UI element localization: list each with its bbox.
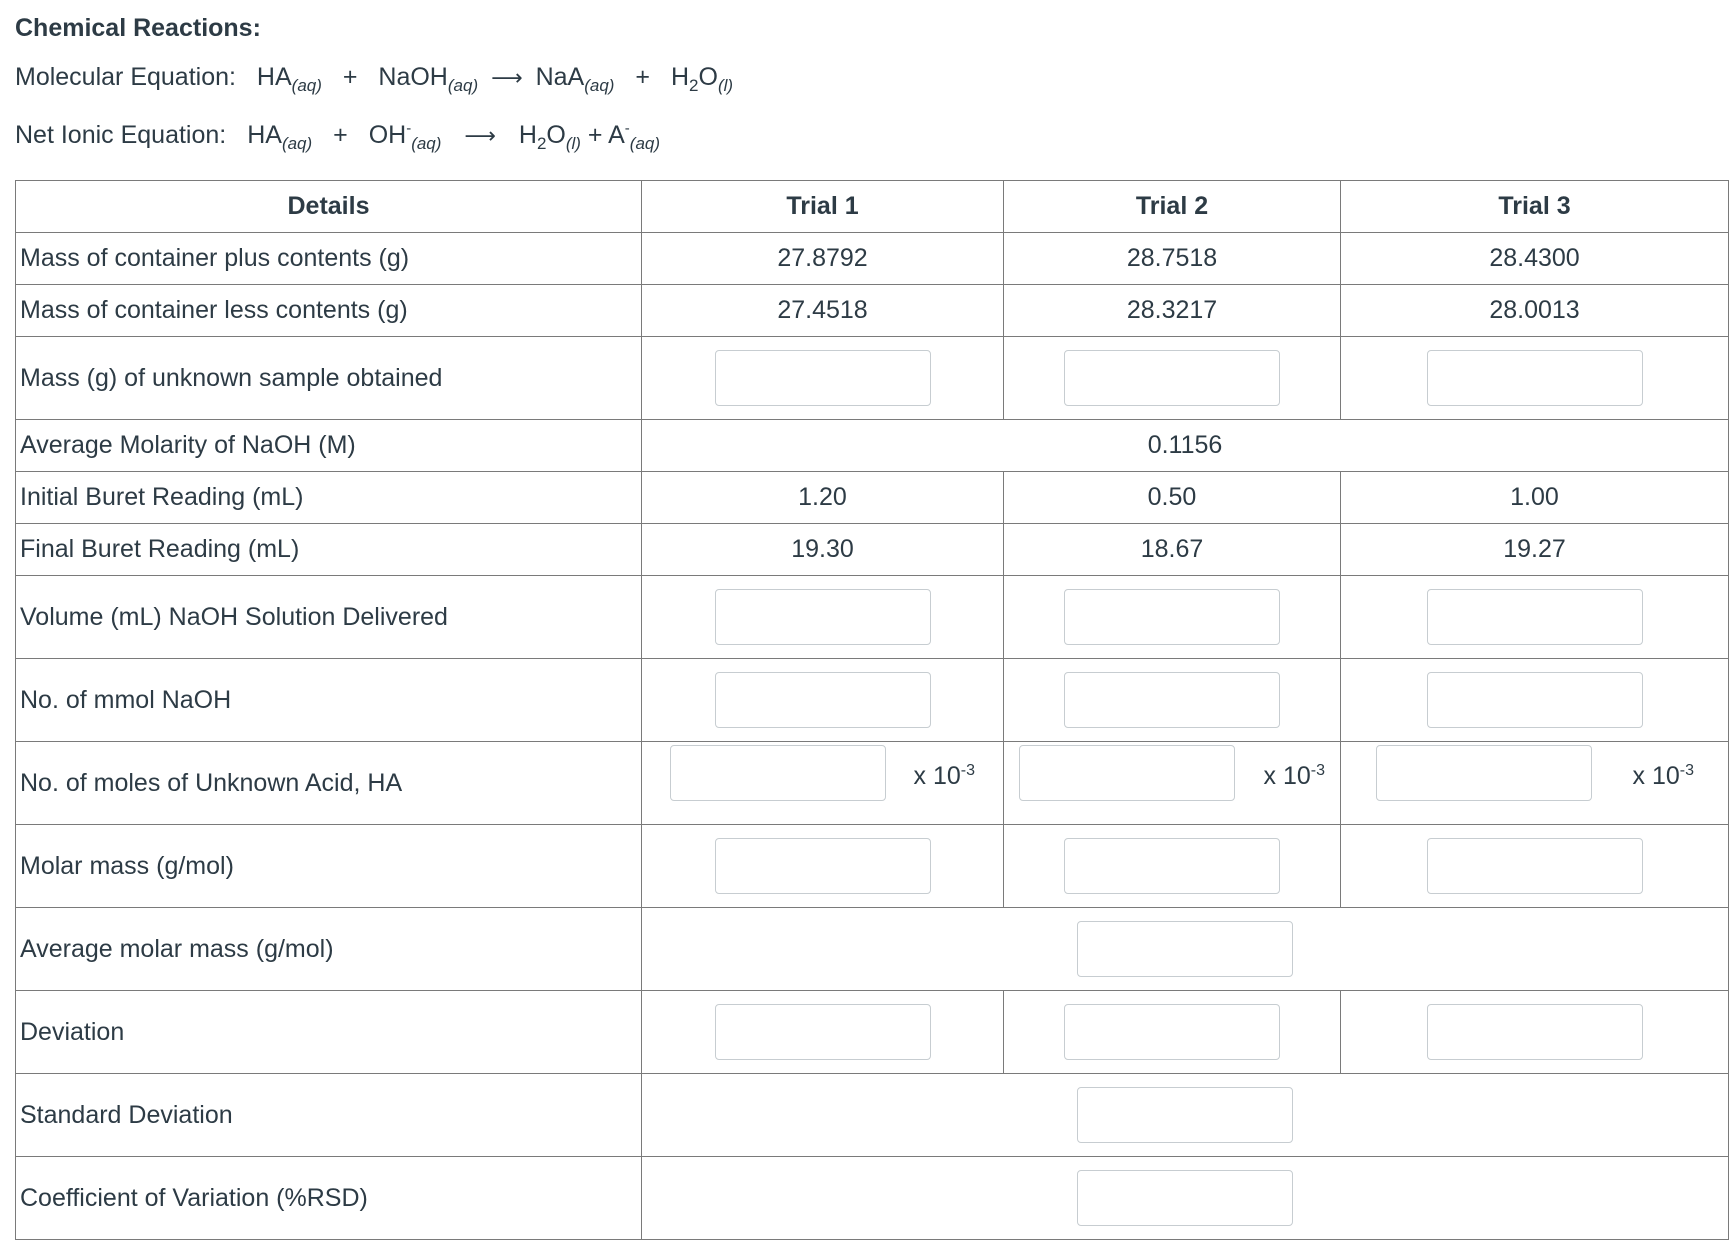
product-anion: A [608,121,625,149]
equation-label: Molecular Equation: [15,63,236,91]
mass-sample-input-trial-3[interactable] [1427,350,1643,406]
state: (aq) [281,134,313,153]
molar-mass-input-trial-3[interactable] [1427,838,1643,894]
reactant-hydroxide: OH [368,121,407,149]
plus: + [587,121,603,149]
unit-label: x $10^{-3}$ [1263,762,1325,790]
row-label: No. of moles of Unknown Acid, HA [16,742,642,825]
header-trial-1: Trial 1 [642,181,1004,233]
row-label: Final Buret Reading (mL) [16,524,642,576]
cell-value: 0.50 [1004,472,1341,524]
state: (l) [717,76,734,95]
mmol-input-trial-3[interactable] [1427,672,1643,728]
row-label: Deviation [16,991,642,1074]
state: (aq) [629,134,661,153]
molecular-equation [15,48,1729,106]
table-row [16,337,1729,420]
cell-value: 28.0013 [1341,285,1729,337]
deviation-input-trial-1[interactable] [715,1004,931,1060]
table-row [16,825,1729,908]
reaction-arrow: ⟶ [491,65,523,90]
header-trial-2: Trial 2 [1004,181,1341,233]
header-details: Details [16,181,642,233]
charge: - [406,120,412,137]
moles-input-trial-1[interactable] [670,745,886,801]
molar-mass-input-trial-2[interactable] [1064,838,1280,894]
table-row [16,659,1729,742]
row-label: Initial Buret Reading (mL) [16,472,642,524]
cell-value: 19.30 [642,524,1004,576]
mass-sample-input-trial-2[interactable] [1064,350,1280,406]
row-label: No. of mmol NaOH [16,659,642,742]
table-row [16,991,1729,1074]
std-dev-input[interactable] [1077,1087,1293,1143]
table-row [16,285,1729,337]
row-label: Molar mass (g/mol) [16,825,642,908]
cell-value: 28.4300 [1341,233,1729,285]
molar-mass-input-trial-1[interactable] [715,838,931,894]
product-water: $H_2O$ [670,63,718,95]
row-label: Average Molarity of NaOH (M) [16,420,642,472]
mass-sample-input-trial-1[interactable] [715,350,931,406]
data-table [15,180,1729,1240]
cell-value: 19.27 [1341,524,1729,576]
cell-value: 1.00 [1341,472,1729,524]
cell-value: 28.7518 [1004,233,1341,285]
moles-input-trial-2[interactable] [1019,745,1235,801]
cell-value: 1.20 [642,472,1004,524]
table-row [16,472,1729,524]
table-row [16,908,1729,991]
header-trial-3: Trial 3 [1341,181,1729,233]
cell-value: 0.1156 [642,420,1729,472]
state: (aq) [447,76,479,95]
volume-input-trial-1[interactable] [715,589,931,645]
deviation-input-trial-3[interactable] [1427,1004,1643,1060]
state: (aq) [584,76,615,95]
unit-label: x $10^{-3}$ [1632,762,1694,790]
state: (aq) [411,134,442,153]
row-label: Coefficient of Variation (%RSD) [16,1157,642,1240]
mmol-input-trial-1[interactable] [715,672,931,728]
cell-value: 28.3217 [1004,285,1341,337]
moles-input-trial-3[interactable] [1376,745,1592,801]
row-label: Mass of container plus contents (g) [16,233,642,285]
table-row [16,420,1729,472]
table-row [16,524,1729,576]
reaction-arrow: ⟶ [464,123,496,148]
row-label: Mass (g) of unknown sample obtained [16,337,642,420]
plus: + [342,63,358,91]
volume-input-trial-2[interactable] [1064,589,1280,645]
row-label: Volume (mL) NaOH Solution Delivered [16,576,642,659]
product-water: $H_2O$ [518,121,566,153]
table-row [16,1157,1729,1240]
cell-value: 27.8792 [642,233,1004,285]
plus: + [635,63,650,91]
avg-molar-mass-input[interactable] [1077,921,1293,977]
row-label: Mass of container less contents (g) [16,285,642,337]
charge: - [624,120,630,137]
equation-label: Net Ionic Equation: [15,121,227,149]
plus: + [333,121,348,149]
table-row [16,1074,1729,1157]
row-label: Standard Deviation [16,1074,642,1157]
reactant-naoh: NaOH [378,63,448,91]
cell-value: 18.67 [1004,524,1341,576]
volume-input-trial-3[interactable] [1427,589,1643,645]
state: (l) [565,134,581,153]
page-title: Chemical Reactions: [15,14,261,42]
row-label: Average molar mass (g/mol) [16,908,642,991]
table-row [16,576,1729,659]
table-row [16,742,1729,825]
net-ionic-equation [15,106,1729,164]
unit-label: x $10^{-3}$ [913,762,975,790]
state: (aq) [291,76,322,95]
mmol-input-trial-2[interactable] [1064,672,1280,728]
cv-input[interactable] [1077,1170,1293,1226]
table-row [16,233,1729,285]
reactant-ha: HA [247,121,282,149]
deviation-input-trial-2[interactable] [1064,1004,1280,1060]
reactant-ha: HA [256,63,292,91]
product-naa: NaA [535,63,585,91]
cell-value: 27.4518 [642,285,1004,337]
